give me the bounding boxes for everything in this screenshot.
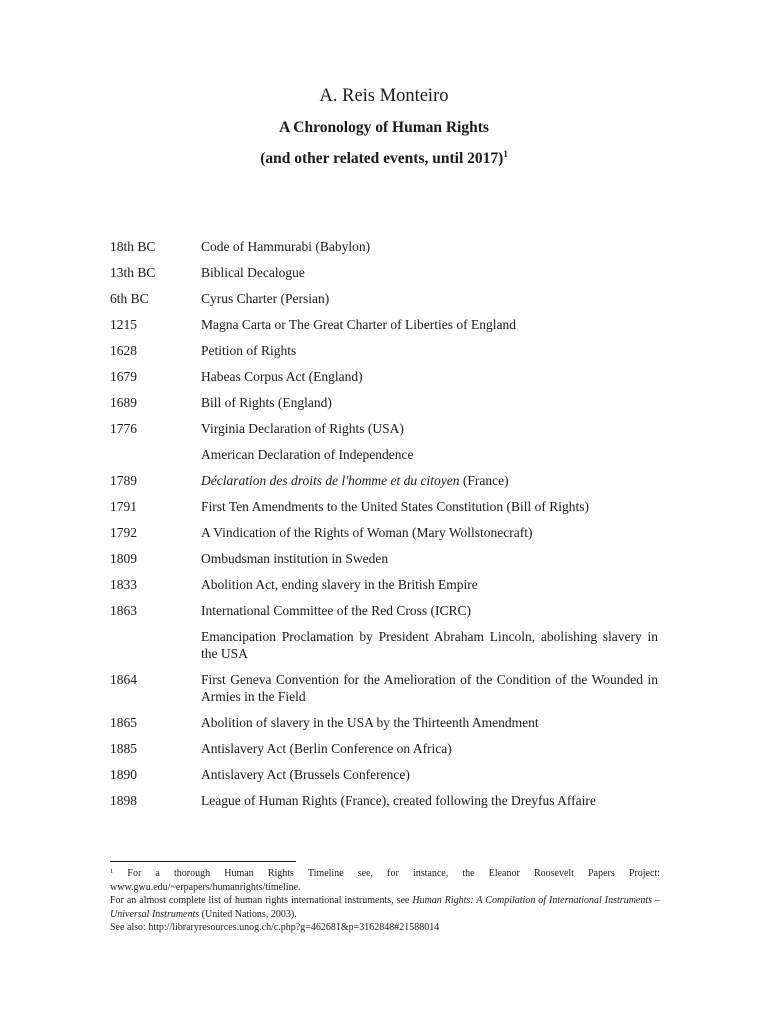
footnotes: [110, 867, 660, 935]
footnote-2: [110, 894, 660, 921]
footnote-text: (United Nations, 2003).: [199, 908, 297, 920]
entry-event-text: Abolition of slavery in the USA by the Thirteenth Amendment: [201, 715, 539, 730]
chronology-row: [110, 342, 658, 359]
entry-event-text: International Committee of the Red Cross (ICRC): [201, 603, 471, 618]
chronology-list: [110, 238, 658, 818]
entry-event: [201, 550, 658, 567]
entry-year: 6th BC: [110, 291, 149, 306]
footnote-italic-title: Human Rights: A Compilation of International Instruments – Universal Instruments: [110, 895, 660, 920]
entry-event-text: Biblical Decalogue: [201, 265, 305, 280]
entry-event-text: A Vindication of the Rights of Woman (Mary Wollstonecraft): [201, 525, 533, 540]
entry-event: [201, 368, 658, 385]
chronology-row: [110, 472, 658, 489]
entry-year: 1679: [110, 369, 137, 384]
entry-event-text: Code of Hammurabi (Babylon): [201, 239, 371, 254]
chronology-row: [110, 766, 658, 783]
chronology-row: [110, 524, 658, 541]
chronology-row: [110, 628, 658, 662]
entry-year: 18th BC: [110, 239, 156, 254]
footnote-link[interactable]: See also: http://libraryresources.unog.ch/c.php?g=462681&p=3162848#21588014: [110, 922, 440, 933]
entry-year: 1215: [110, 317, 137, 332]
entry-event: [201, 766, 658, 783]
entry-event-text: Ombudsman institution in Sweden: [201, 551, 389, 566]
entry-event-text: Antislavery Act (Berlin Conference on Africa): [201, 741, 452, 756]
chronology-row: [110, 602, 658, 619]
entry-event: [201, 671, 658, 705]
entry-year: 1865: [110, 715, 137, 730]
entry-event: [201, 472, 658, 489]
entry-event: [201, 290, 658, 307]
footnote-marker: 1: [110, 868, 114, 875]
entry-event-text: Antislavery Act (Brussels Conference): [201, 767, 410, 782]
chronology-row: [110, 368, 658, 385]
document-subtitle: [0, 150, 768, 168]
footnote-text: For an almost complete list of human rights international instruments, see: [110, 895, 413, 906]
footnote-3: [110, 921, 660, 935]
entry-year: 1792: [110, 525, 137, 540]
entry-year: 1864: [110, 672, 137, 687]
chronology-row: [110, 420, 658, 437]
entry-event-text: (France): [459, 473, 509, 488]
chronology-row: [110, 714, 658, 731]
entry-event: [201, 498, 658, 515]
entry-year: 13th BC: [110, 265, 156, 280]
entry-event: [201, 264, 658, 281]
author-name: A. Reis Monteiro: [319, 86, 449, 106]
entry-year: [110, 628, 201, 662]
entry-event: [201, 792, 658, 809]
chronology-row: [110, 740, 658, 757]
entry-year: 1628: [110, 343, 137, 358]
entry-event: [201, 714, 658, 731]
entry-year: [110, 446, 201, 463]
entry-event-text: Petition of Rights: [201, 343, 297, 358]
entry-event-text: First Geneva Convention for the Amelioration of the Condition of the Wounded in Armies in the Field: [201, 672, 658, 704]
entry-year: 1833: [110, 577, 137, 592]
entry-year: 1863: [110, 603, 137, 618]
entry-event-text: Emancipation Proclamation by President Abraham Lincoln, abolishing slavery in the USA: [201, 629, 658, 661]
chronology-row: [110, 238, 658, 255]
entry-event: [201, 394, 658, 411]
entry-event: [201, 576, 658, 593]
entry-event-text: Habeas Corpus Act (England): [201, 369, 363, 384]
footnote-text: For a thorough Human Rights Timeline see, for instance, the Eleanor Roosevelt Papers Project: www.gwu.edu/~erpapers/humanrights/timeline.: [110, 868, 660, 893]
entry-year: 1789: [110, 473, 137, 488]
entry-event: [201, 342, 658, 359]
footnote-1: [110, 867, 660, 894]
chronology-row: [110, 316, 658, 333]
entry-event: [201, 446, 658, 463]
chronology-row: [110, 394, 658, 411]
chronology-row: [110, 671, 658, 705]
entry-event: [201, 238, 658, 255]
entry-event: [201, 524, 658, 541]
entry-year: 1885: [110, 741, 137, 756]
entry-event: [201, 420, 658, 437]
subtitle-text: (and other related events, until 2017): [260, 150, 504, 167]
chronology-row: [110, 290, 658, 307]
entry-event-text: Cyrus Charter (Persian): [201, 291, 330, 306]
entry-event-text: Abolition Act, ending slavery in the British Empire: [201, 577, 478, 592]
entry-event: [201, 740, 658, 757]
footnote-reference[interactable]: 1: [503, 149, 508, 159]
entry-year: 1898: [110, 793, 137, 808]
chronology-row: [110, 446, 658, 463]
footnote-divider: [110, 861, 296, 862]
entry-event: [201, 628, 658, 662]
entry-year: 1689: [110, 395, 137, 410]
chronology-row: [110, 498, 658, 515]
entry-year: 1791: [110, 499, 137, 514]
entry-event-text: League of Human Rights (France), created following the Dreyfus Affaire: [201, 793, 596, 808]
chronology-row: [110, 264, 658, 281]
entry-event-italic: Déclaration des droits de l'homme et du citoyen: [201, 473, 460, 488]
entry-event-text: Bill of Rights (England): [201, 395, 332, 410]
entry-year: 1809: [110, 551, 137, 566]
entry-event: [201, 316, 658, 333]
entry-year: 1776: [110, 421, 137, 436]
entry-event-text: Virginia Declaration of Rights (USA): [201, 421, 404, 436]
entry-event: [201, 602, 658, 619]
chronology-row: [110, 550, 658, 567]
entry-event-text: Magna Carta or The Great Charter of Liberties of England: [201, 317, 517, 332]
chronology-row: [110, 576, 658, 593]
document-title: A Chronology of Human Rights: [279, 119, 489, 136]
chronology-row: [110, 792, 658, 809]
entry-event-text: First Ten Amendments to the United States Constitution (Bill of Rights): [201, 499, 590, 514]
entry-event-text: American Declaration of Independence: [201, 447, 414, 462]
entry-year: 1890: [110, 767, 137, 782]
